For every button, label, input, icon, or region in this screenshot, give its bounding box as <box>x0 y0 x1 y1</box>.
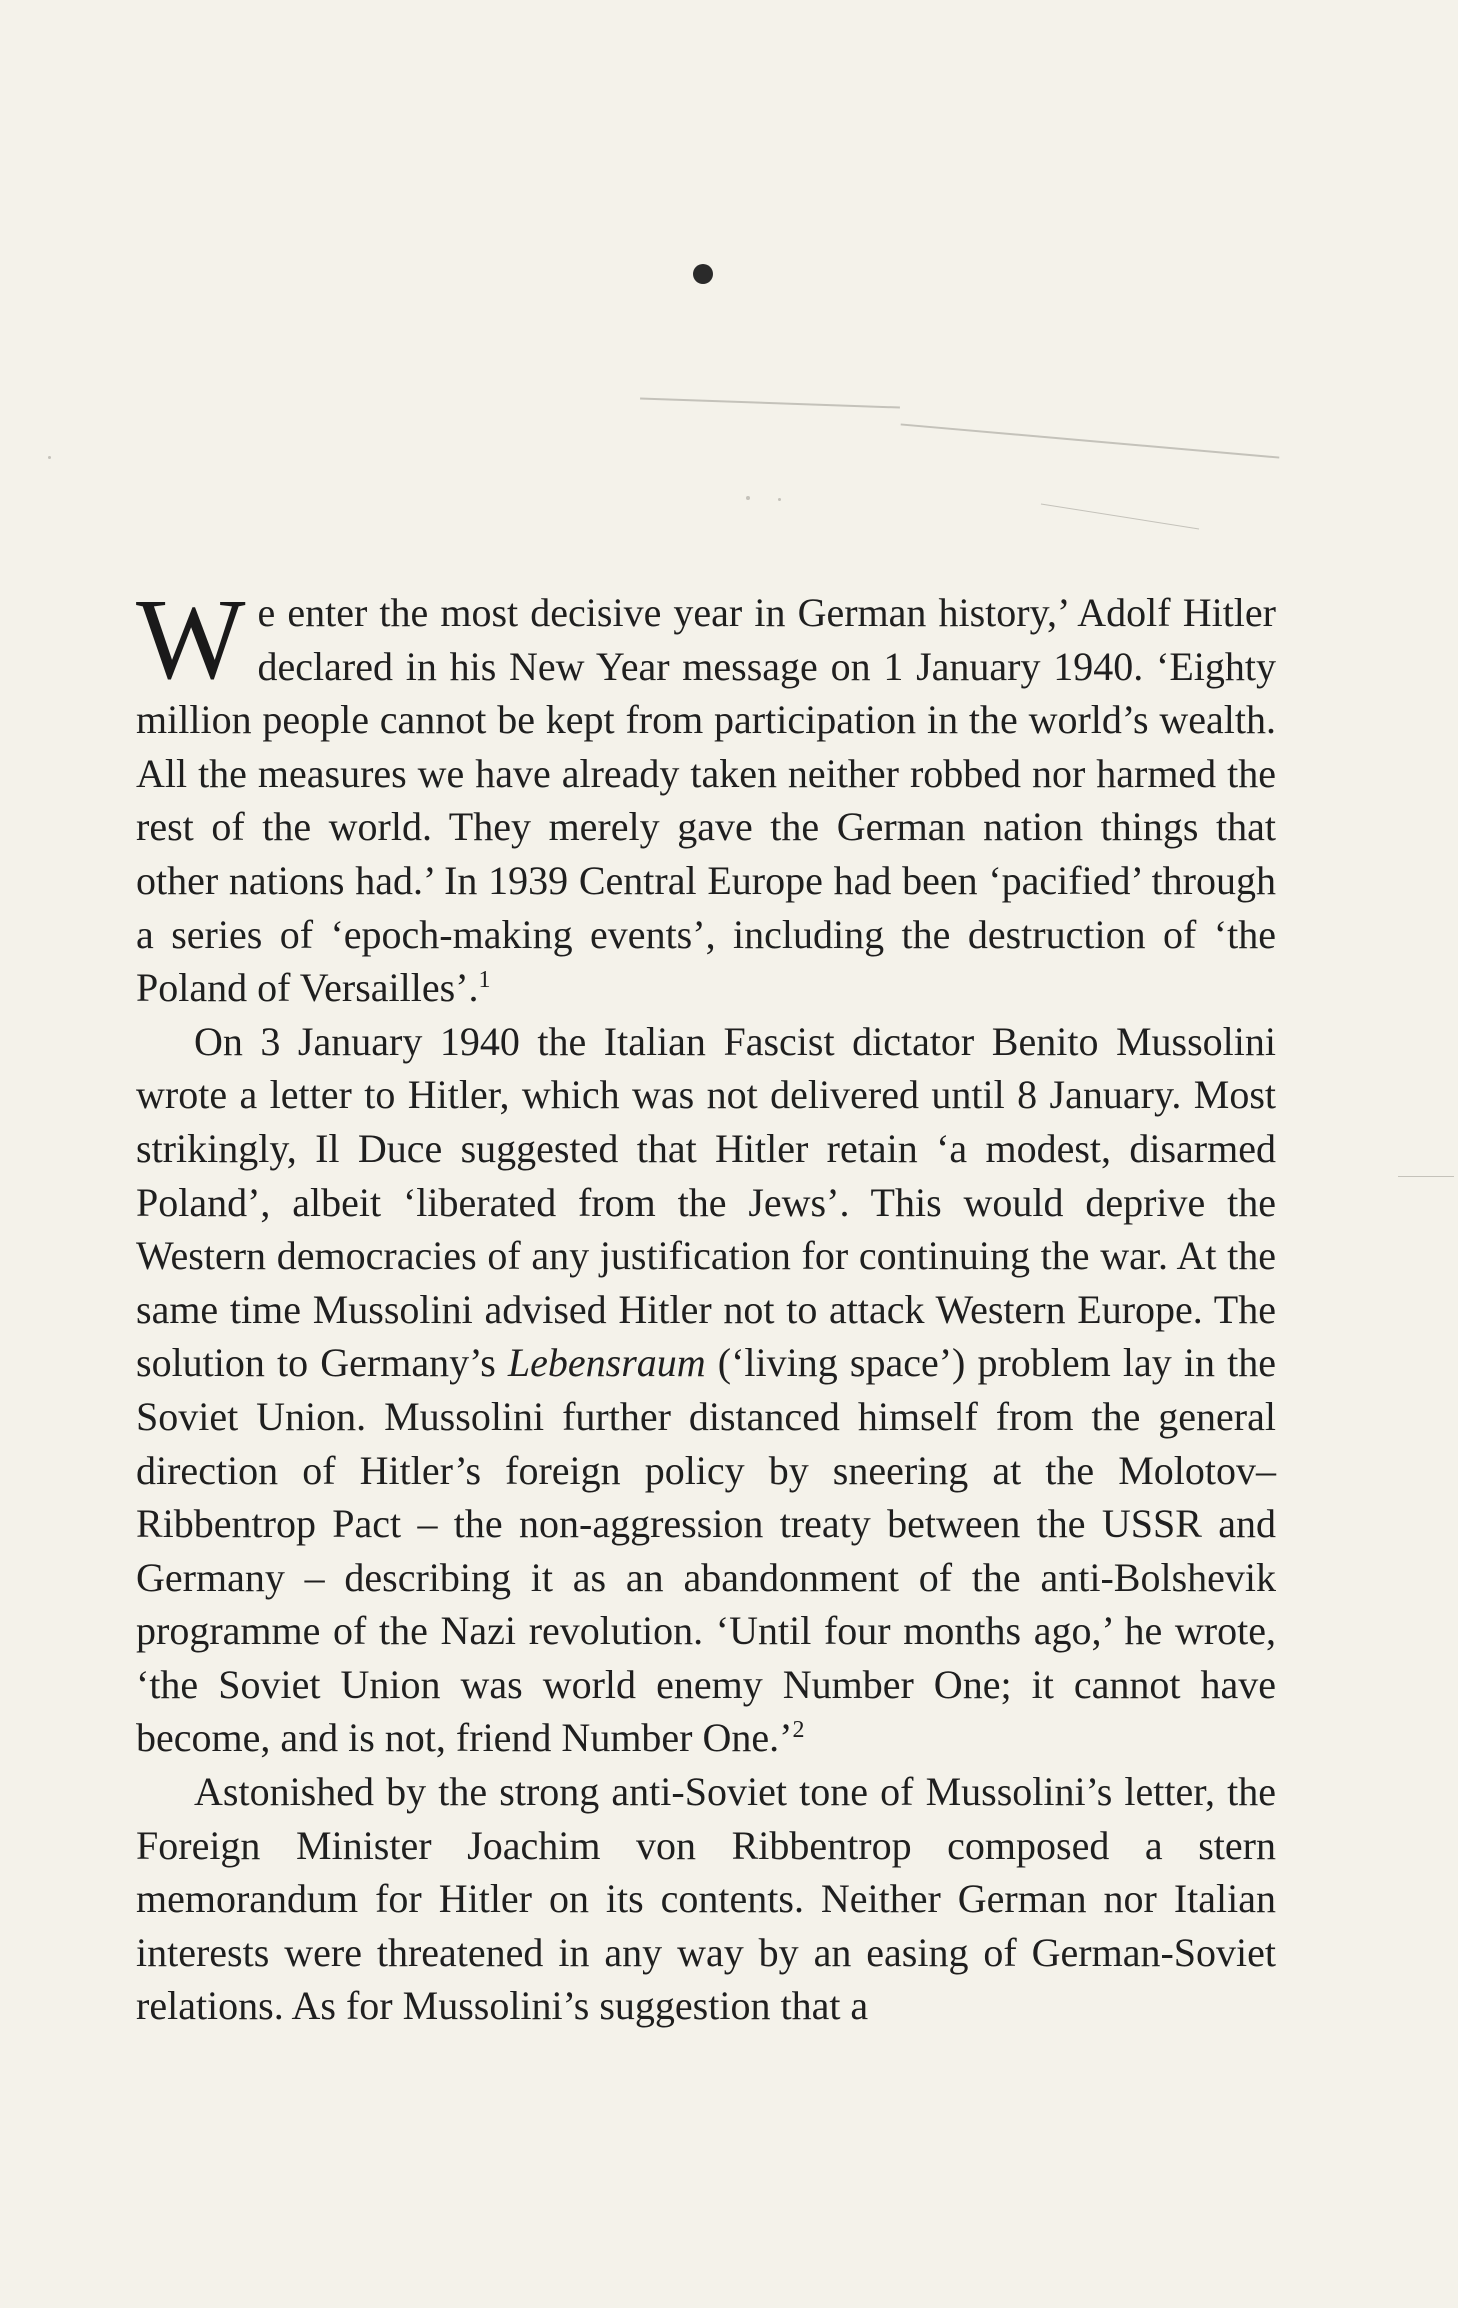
paper-speck <box>48 456 51 459</box>
paragraph-2-text-b: (‘living space’) problem lay in the Soviet Union. Mussolini further distanced himself from the general direction of Hitler’s foreign policy by sneering at the Molotov–Ribbentrop Pact – the non-aggression treaty between the USSR and Germany – describing it as an abandonment of the anti-Bolshevik programme of the Nazi revolution. ‘Until four months ago,’ he wrote, ‘the Soviet Union was world enemy Number One; it cannot have become, and is not, friend Number One.’ <box>136 1340 1276 1761</box>
body-text <box>136 576 1276 2033</box>
paragraph-2-text-a: On 3 January 1940 the Italian Fascist dictator Benito Mussolini wrote a letter to Hitler, which was not delivered until 8 January. Most strikingly, Il Duce suggested that Hitler retain ‘a modest, disarmed Poland’, albeit ‘liberated from the Jews’. This would deprive the Western democracies of any justification for continuing the war. At the same time Mussolini advised Hitler not to attack Western Europe. The solution to Germany’s <box>136 1018 1276 1386</box>
paragraph-1 <box>136 576 1276 1015</box>
paper-speck <box>1041 503 1199 529</box>
paper-speck <box>778 498 781 501</box>
paper-speck <box>901 423 1280 458</box>
lebensraum-term: Lebensraum <box>507 1340 706 1386</box>
drop-cap: W <box>136 576 246 704</box>
paragraph-3 <box>136 1765 1276 2033</box>
paragraph-1-text: e enter the most decisive year in German history,’ Adolf Hitler declared in his New Year message on 1 January 1940. ‘Eighty million people cannot be kept from participation in the world’s wealth. All the measures we have already taken neither robbed nor harmed the rest of the world. They merely gave the German nation things that other nations had.’ In 1939 Central Europe had been ‘pacified’ through a series of ‘epoch-making events’, including the destruction of ‘the Poland of Versailles’. <box>136 590 1276 1011</box>
footnote-marker-2[interactable]: 2 <box>792 1717 805 1744</box>
paper-speck <box>746 496 750 500</box>
paragraph-3-text: Astonished by the strong anti-Soviet tone of Mussolini’s letter, the Foreign Minister Joachim von Ribbentrop composed a stern memorandum for Hitler on its contents. Neither German nor Italian interests were threatened in any way by an easing of German-Soviet relations. As for Mussolini’s suggestion that a <box>136 1769 1276 2029</box>
paper-speck <box>640 397 900 408</box>
paragraph-2 <box>136 1015 1276 1765</box>
section-ornament-dot <box>693 264 713 284</box>
paper-speck <box>1398 1176 1454 1177</box>
footnote-marker-1[interactable]: 1 <box>478 967 491 994</box>
